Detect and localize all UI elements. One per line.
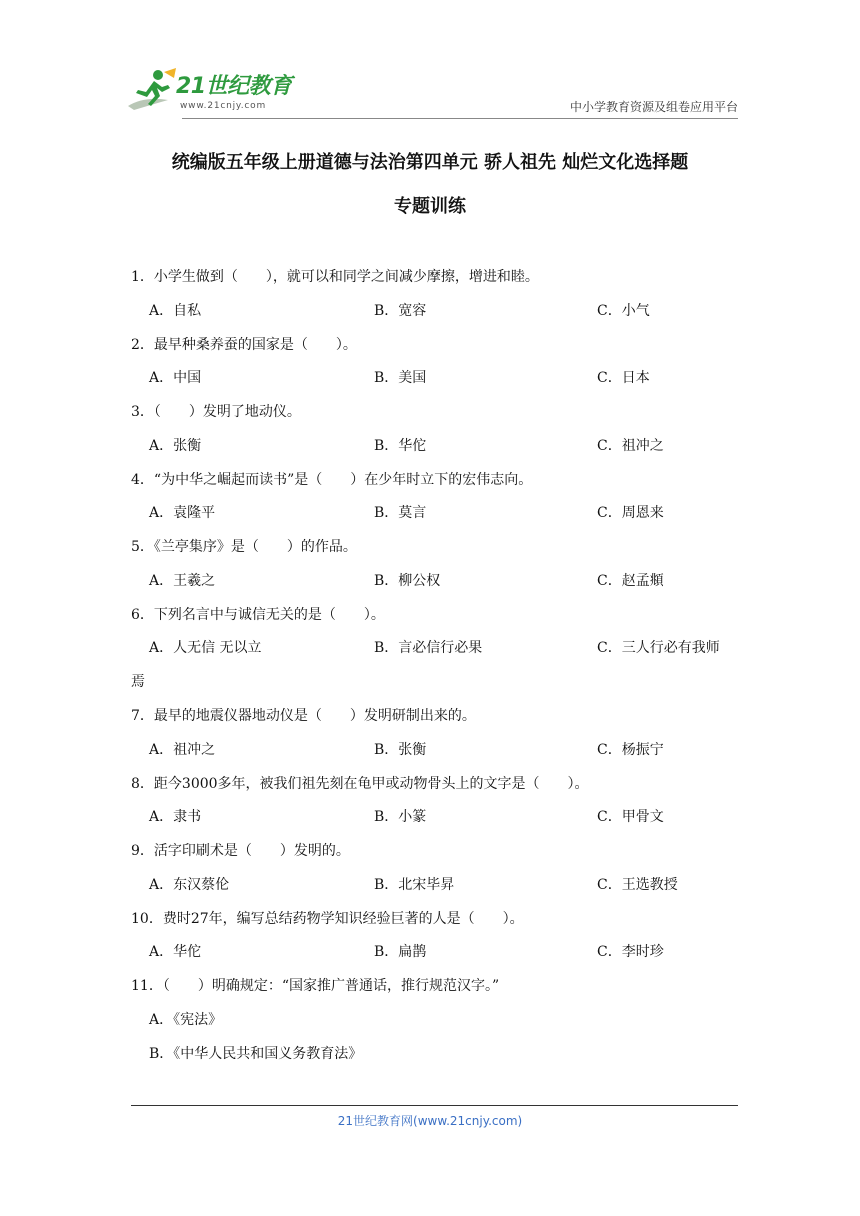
question-option: A．袁隆平 bbox=[149, 505, 216, 521]
question-option: A．隶书 bbox=[149, 809, 202, 825]
question-option: A．华佗 bbox=[149, 944, 202, 960]
question-option-wrap: 焉 bbox=[131, 674, 145, 690]
doc-title-line-2: 专题训练 bbox=[394, 196, 466, 217]
question-option: C．王选教授 bbox=[597, 877, 678, 893]
question-option: B．莫言 bbox=[374, 505, 427, 521]
question-stem: 5．《兰亭集序》是（ ）的作品。 bbox=[131, 539, 357, 555]
question-option: A．东汉蔡伦 bbox=[149, 877, 230, 893]
question-option: A．自私 bbox=[149, 303, 202, 319]
question-option: A．王羲之 bbox=[149, 573, 216, 589]
question-stem: 4．“为中华之崛起而读书”是（ ）在少年时立下的宏伟志向。 bbox=[131, 472, 533, 488]
question-option: B．美国 bbox=[374, 370, 427, 386]
footer-divider bbox=[131, 1105, 738, 1106]
question-stem: 2．最早种桑养蚕的国家是（ ）。 bbox=[131, 337, 357, 353]
question-stem: 6．下列名言中与诚信无关的是（ ）。 bbox=[131, 607, 385, 623]
question-option: B．扁鹊 bbox=[374, 944, 427, 960]
platform-name: 中小学教育资源及组卷应用平台 bbox=[569, 100, 738, 114]
logo-text: 21世纪教育 bbox=[176, 74, 292, 99]
question-option: C．周恩来 bbox=[597, 505, 664, 521]
question-stem: 3．（ ）发明了地动仪。 bbox=[131, 404, 301, 420]
question-option: B．《中华人民共和国义务教育法》 bbox=[149, 1046, 363, 1062]
question-option: A．祖冲之 bbox=[149, 742, 216, 758]
question-stem: 8．距今3000多年，被我们祖先刻在龟甲或动物骨头上的文字是（ ）。 bbox=[131, 776, 589, 792]
question-option: B．北宋毕昇 bbox=[374, 877, 455, 893]
logo-url: www.21cnjy.com bbox=[180, 101, 267, 111]
question-option: B．张衡 bbox=[374, 742, 427, 758]
question-stem: 11．（ ）明确规定：“国家推广普通话，推行规范汉字。” bbox=[131, 978, 500, 994]
doc-title-line-1: 统编版五年级上册道德与法治第四单元 骄人祖先 灿烂文化选择题 bbox=[171, 152, 689, 173]
header-divider bbox=[182, 118, 738, 119]
question-option: C．三人行必有我师 bbox=[597, 640, 720, 656]
question-stem: 9．活字印刷术是（ ）发明的。 bbox=[131, 843, 350, 859]
site-logo bbox=[124, 66, 299, 116]
question-option: A．人无信 无以立 bbox=[149, 640, 262, 656]
page-header bbox=[124, 66, 738, 124]
question-option: A．《宪法》 bbox=[149, 1012, 223, 1028]
question-option: C．李时珍 bbox=[597, 944, 664, 960]
question-option: B．华佗 bbox=[374, 438, 427, 454]
runner-logo-icon bbox=[124, 66, 184, 116]
question-option: C．小气 bbox=[597, 303, 650, 319]
question-option: B．宽容 bbox=[374, 303, 427, 319]
question-option: A．张衡 bbox=[149, 438, 202, 454]
footer-link[interactable]: 21世纪教育网(www.21cnjy.com) bbox=[337, 1114, 523, 1128]
question-option: B．言必信行必果 bbox=[374, 640, 483, 656]
question-stem: 1．小学生做到（ ），就可以和同学之间减少摩擦，增进和睦。 bbox=[131, 269, 539, 285]
question-option: C．杨振宁 bbox=[597, 742, 664, 758]
question-option: C．祖冲之 bbox=[597, 438, 664, 454]
question-option: C．赵孟頫 bbox=[597, 573, 664, 589]
question-option: C．日本 bbox=[597, 370, 650, 386]
question-stem: 10．费时27年，编写总结药物学知识经验巨著的人是（ ）。 bbox=[131, 911, 524, 927]
question-option: A．中国 bbox=[149, 370, 202, 386]
question-option: B．小篆 bbox=[374, 809, 427, 825]
question-stem: 7．最早的地震仪器地动仪是（ ）发明研制出来的。 bbox=[131, 708, 476, 724]
question-option: C．甲骨文 bbox=[597, 809, 664, 825]
question-option: B．柳公权 bbox=[374, 573, 441, 589]
